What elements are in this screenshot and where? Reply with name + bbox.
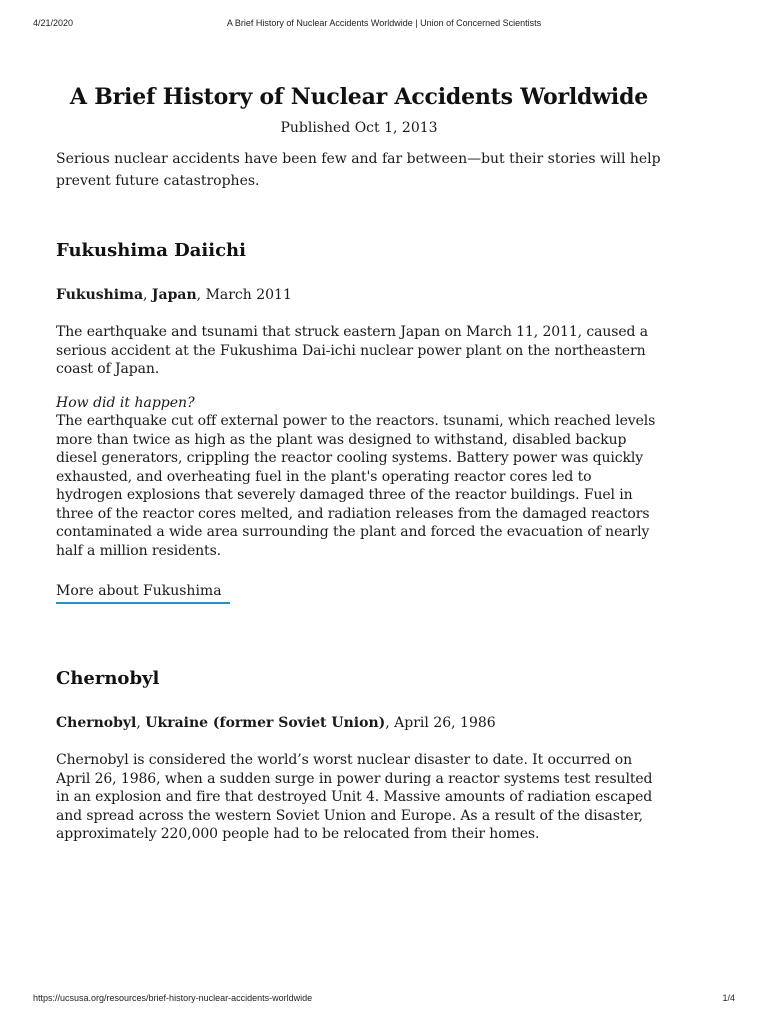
location-line: Fukushima, Japan, March 2011	[56, 287, 292, 303]
event-date: March 2011	[205, 287, 292, 303]
print-header-title: A Brief History of Nuclear Accidents Worldwide | Union of Concerned Scientists	[226, 18, 542, 28]
print-header-date: 4/21/2020	[33, 18, 74, 28]
section-chernobyl	[56, 667, 662, 844]
section-heading: Fukushima Daiichi	[56, 240, 246, 261]
location-line: Chernobyl, Ukraine (former Soviet Union), April 26, 1986	[56, 715, 496, 731]
article-intro: Serious nuclear accidents have been few and far between—but their stories will help prevent future catastrophes.	[56, 151, 661, 189]
section-answer: The earthquake cut off external power to the reactors. tsunami, which reached levels more than twice as high as the plant was designed to withstand, disabled backup diesel generators, crippling the reactor cooling systems. Battery power was quickly exhausted, and overheating fuel in the plant's operating reactor cores led to hydrogen explosions that severely damaged three of the reactor buildings. Fuel in three of the reactor cores melted, and radiation releases from the damaged reactors contaminated a wide area surrounding the plant and forced the evacuation of nearly half a million residents.	[56, 413, 656, 559]
section-question: How did it happen?	[56, 394, 195, 411]
location-city: Fukushima	[56, 287, 144, 303]
location-city: Chernobyl	[56, 715, 137, 731]
print-footer-url: https://ucsusa.org/resources/brief-history-nuclear-accidents-worldwide	[33, 993, 313, 1003]
location-country: Ukraine (former Soviet Union)	[145, 715, 386, 731]
event-date: April 26, 1986	[394, 715, 496, 731]
location-country: Japan	[151, 287, 197, 303]
page-number: 1/4	[722, 993, 735, 1003]
section-heading: Chernobyl	[56, 668, 160, 689]
section-fukushima	[56, 239, 662, 604]
article	[56, 80, 662, 844]
article-title: A Brief History of Nuclear Accidents Worldwide	[69, 84, 649, 110]
publish-date: Published Oct 1, 2013	[280, 120, 438, 136]
more-about-fukushima-link[interactable]: More about Fukushima	[56, 581, 230, 604]
section-body: Chernobyl is considered the world’s worst nuclear disaster to date. It occurred on April 26, 1986, when a sudden surge in power during a reactor systems test resulted in an explosion and fire that destroyed Unit 4. Massive amounts of radiation escaped and spread across the western Soviet Union and Europe. As a result of the disaster, approximately 220,000 people had to be relocated from their homes.	[56, 752, 653, 842]
section-body: The earthquake and tsunami that struck eastern Japan on March 11, 2011, caused a serious accident at the Fukushima Dai-ichi nuclear power plant on the northeastern coast of Japan.	[56, 324, 649, 377]
